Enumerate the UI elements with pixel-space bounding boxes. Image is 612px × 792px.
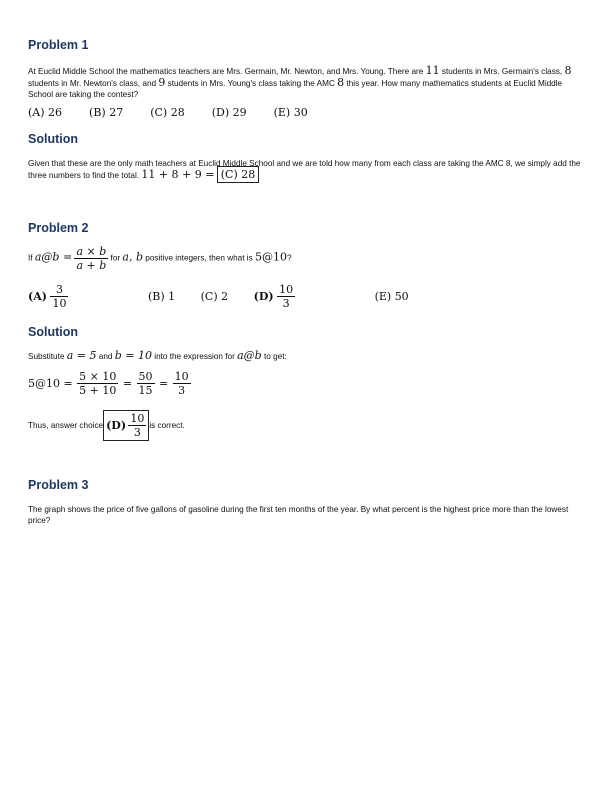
s2-eq-lhs: 5@10 = [28,377,73,390]
s2-eq2: b = 10 [114,349,152,362]
p2-choice-d-den: 3 [282,297,290,310]
problem-2-heading: Problem 2 [28,221,89,235]
s2-and: and [98,352,113,361]
p1-num-amc8: 8 [337,76,345,89]
s2-frac-2-num: 50 [138,370,153,383]
p2-for: for [110,253,121,263]
p2-choice-a-den: 10 [52,297,67,310]
p1-text-e: this year. How many mathematics students at Euclid Middle School are taking the contest? [28,79,563,99]
p1-num-11: 11 [425,64,440,77]
s2-eq1: a = 5 [66,349,97,362]
s1-expr: 11 + 8 + 9 = [141,168,215,181]
p2-choice-d [253,283,349,310]
p2-choice-b: (B) 1 [147,289,176,303]
p2-fraction [74,245,108,272]
s2-equals-2: = [158,377,169,390]
p1-num-8: 8 [564,64,572,77]
p2-choice-d-label: (D) [253,289,274,303]
s2-sub-b: into the expression for [154,352,235,361]
s2-frac-1-num: 5 × 10 [79,370,117,383]
p2-choice-a [28,283,122,310]
p1-text-b: students in Mrs. Germain's class, [439,67,565,76]
solution-2-conclusion [28,410,185,441]
p2-lhs: a@b = [34,250,73,264]
s2-boxed-answer [103,410,149,441]
p2-choice-a-label: (A) [28,289,47,303]
p2-choice-d-frac [277,283,322,310]
s2-ans-den: 3 [133,426,141,439]
s2-thus: Thus, answer choice [28,421,104,430]
s2-frac-3 [173,370,191,397]
p1-text-d: students in Mrs. Young's class taking the AMC [165,79,338,88]
p2-text: positive integers, then what is [145,253,253,263]
s2-sub-a: Substitute [28,352,65,361]
p1-text-c: students in Mr. Newton's class, and [28,79,159,88]
problem-1-choices [28,106,335,119]
problem-1-heading: Problem 1 [28,38,89,52]
problem-2-text [28,245,584,272]
p2-qmark: ? [286,253,292,263]
solution-2-equation [28,370,191,397]
p2-vars: a, b [122,250,143,264]
p2-if: If [28,253,33,263]
s2-ans-num: 10 [130,412,145,425]
p2-choice-a-frac [50,283,95,310]
choice-a: (A) 26 [28,106,63,119]
p2-choice-a-num: 3 [50,283,68,297]
solution-1-heading: Solution [28,132,78,146]
solution-1-text [28,158,584,181]
p2-choice-d-num: 10 [279,283,294,296]
p2-choice-e: (E) 50 [374,289,409,303]
problem-3-text: The graph shows the price of five gallons of gasoline during the first ten months of the year. By what percent is the highest price more than the lowest price? [28,505,569,525]
s2-frac-1 [77,370,118,397]
solution-2-heading: Solution [28,325,78,339]
s2-ans-label: (D) [106,419,127,432]
s2-sub-c: to get: [263,352,287,361]
choice-c: (C) 28 [150,106,185,119]
s2-equals-1: = [122,377,133,390]
s1-text: Given that these are the only math teachers at Euclid Middle School and we are told how many from each class are taking the AMC 8, we simply add the three numbers to find the total. [28,159,581,180]
p2-frac-num: a × b [76,245,107,258]
s1-boxed-answer: (C) 28 [217,166,260,183]
p2-frac-den: a + b [76,259,107,272]
p2-choice-c: (C) 2 [200,289,229,303]
s2-expr-var: a@b [237,349,262,362]
p2-query: 5@10 [254,250,287,264]
s2-frac-3-den: 3 [178,384,186,397]
solution-2-text [28,350,584,362]
problem-3-heading: Problem 3 [28,478,89,492]
problem-2-choices [28,283,436,310]
s2-frac-2-den: 15 [138,384,153,397]
p1-text-a: At Euclid Middle School the mathematics teachers are Mrs. Germain, Mr. Newton, and Mrs. Young. There are [28,67,426,76]
s2-ans-frac [128,412,146,439]
choice-e: (E) 30 [273,106,308,119]
s2-frac-3-num: 10 [174,370,189,383]
s2-frac-1-den: 5 + 10 [79,384,117,397]
choice-d: (D) 29 [211,106,247,119]
problem-1-text [28,65,584,100]
s2-correct: is correct. [149,421,185,430]
p1-num-9: 9 [158,76,166,89]
s2-frac-2 [137,370,155,397]
choice-b: (B) 27 [89,106,124,119]
